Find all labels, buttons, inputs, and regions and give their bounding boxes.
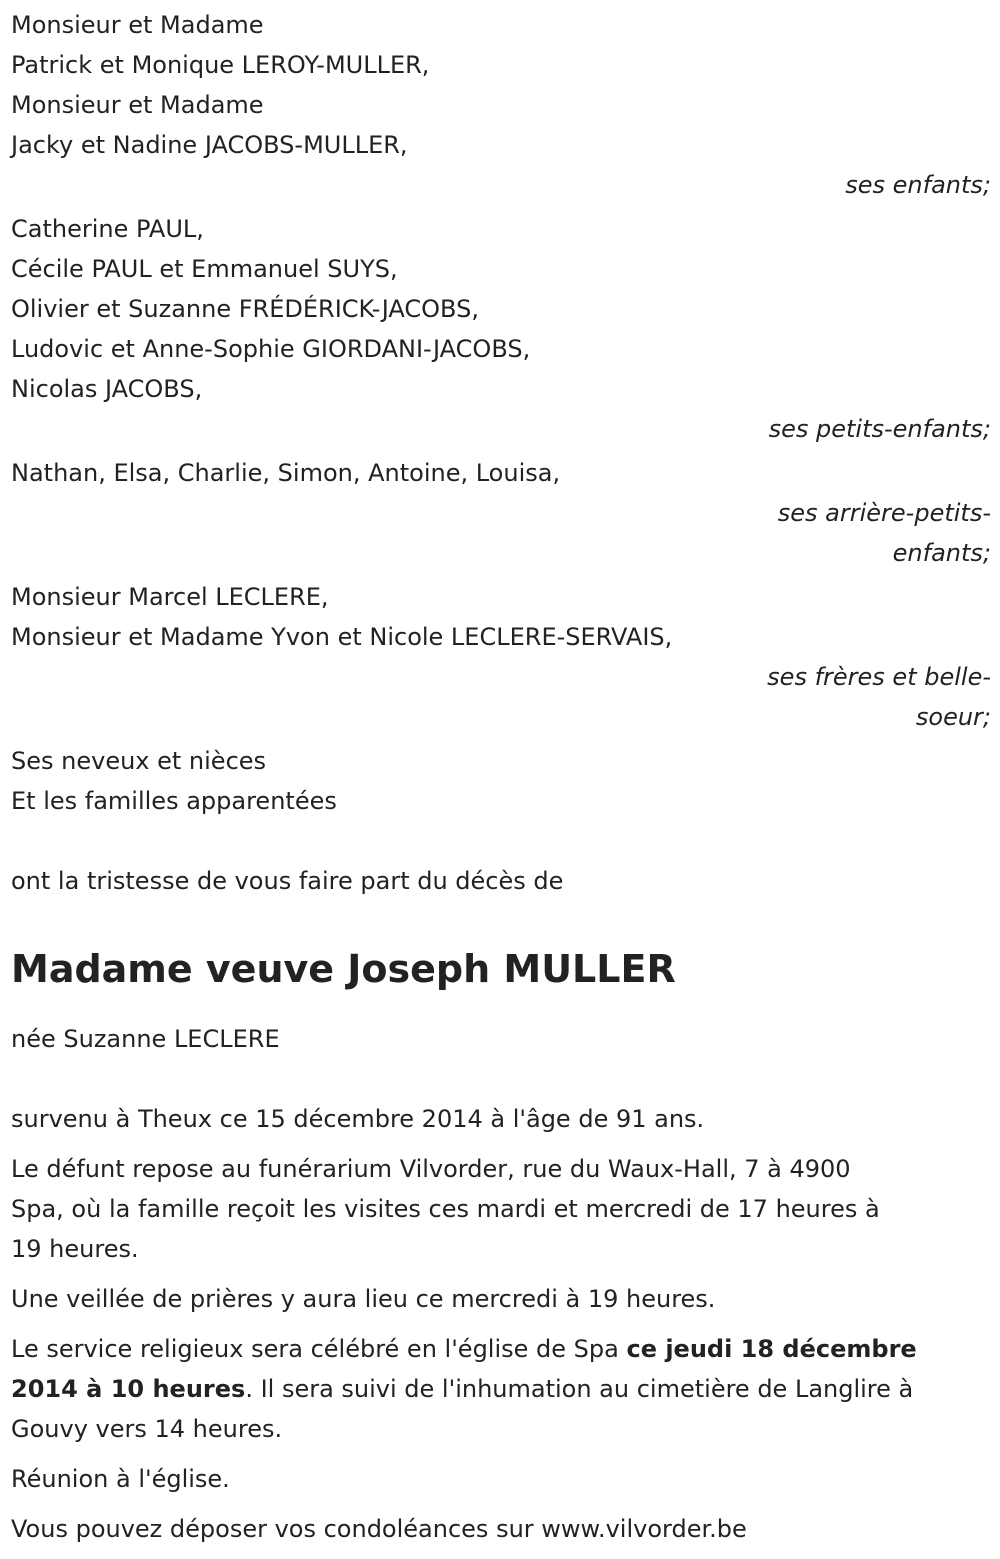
siblings-group — [11, 577, 991, 737]
children-group — [11, 5, 991, 205]
relatives-line: Ses neveux et nièces — [11, 747, 267, 775]
service-time: 2014 à 10 heures — [11, 1375, 246, 1403]
service-line — [11, 1369, 991, 1409]
siblings-relation: soeur; — [915, 703, 991, 731]
relatives-line: Et les familles apparentées — [11, 787, 337, 815]
children-line: Jacky et Nadine JACOBS-MULLER, — [11, 131, 408, 159]
service-text: Le service religieux sera célébré en l'église de Spa — [11, 1335, 627, 1363]
grandchildren-group — [11, 209, 991, 449]
sibling-line: Monsieur Marcel LECLERE, — [11, 583, 329, 611]
grandchild-line: Olivier et Suzanne FRÉDÉRICK-JACOBS, — [11, 295, 479, 323]
sibling-line: Monsieur et Madame Yvon et Nicole LECLERE-SERVAIS, — [11, 623, 673, 651]
relatives-group — [11, 741, 991, 821]
great-grandchildren-relation: ses arrière-petits- — [777, 499, 991, 527]
death-details: survenu à Theux ce 15 décembre 2014 à l'âge de 91 ans. — [11, 1105, 705, 1133]
children-line: Monsieur et Madame — [11, 91, 264, 119]
obituary-notice — [11, 5, 991, 1559]
grandchild-line: Nicolas JACOBS, — [11, 375, 203, 403]
children-line: Patrick et Monique LEROY-MULLER, — [11, 51, 430, 79]
deceased-name: Madame veuve Joseph MULLER — [11, 947, 676, 991]
great-grandchildren-relation: enfants; — [892, 539, 991, 567]
resting-place-line: Le défunt repose au funérarium Vilvorder, rue du Waux-Hall, 7 à 4900 — [11, 1155, 851, 1183]
siblings-relation: ses frères et belle- — [767, 663, 991, 691]
vigil-details: Une veillée de prières y aura lieu ce mercredi à 19 heures. — [11, 1285, 716, 1313]
great-grandchild-line: Nathan, Elsa, Charlie, Simon, Antoine, Louisa, — [11, 459, 561, 487]
announcement-text: ont la tristesse de vous faire part du décès de — [11, 867, 564, 895]
grandchild-line: Ludovic et Anne-Sophie GIORDANI-JACOBS, — [11, 335, 531, 363]
resting-place-line: Spa, où la famille reçoit les visites ces mardi et mercredi de 17 heures à — [11, 1195, 880, 1223]
grandchildren-relation: ses petits-enfants; — [768, 415, 991, 443]
service-date: ce jeudi 18 décembre — [626, 1335, 917, 1363]
condolences-text: Vous pouvez déposer vos condoléances sur www.vilvorder.be — [11, 1515, 747, 1543]
children-line: Monsieur et Madame — [11, 11, 264, 39]
meeting-details: Réunion à l'église. — [11, 1465, 230, 1493]
grandchild-line: Cécile PAUL et Emmanuel SUYS, — [11, 255, 398, 283]
service-line — [11, 1329, 991, 1369]
resting-place — [11, 1149, 991, 1269]
service-text: . Il sera suivi de l'inhumation au cimetière de Langlire à — [245, 1375, 914, 1403]
service-details — [11, 1329, 991, 1449]
resting-place-line: 19 heures. — [11, 1235, 139, 1263]
grandchild-line: Catherine PAUL, — [11, 215, 204, 243]
great-grandchildren-group — [11, 453, 991, 573]
service-line: Gouvy vers 14 heures. — [11, 1415, 283, 1443]
children-relation: ses enfants; — [845, 171, 991, 199]
birth-name: née Suzanne LECLERE — [11, 1025, 280, 1053]
